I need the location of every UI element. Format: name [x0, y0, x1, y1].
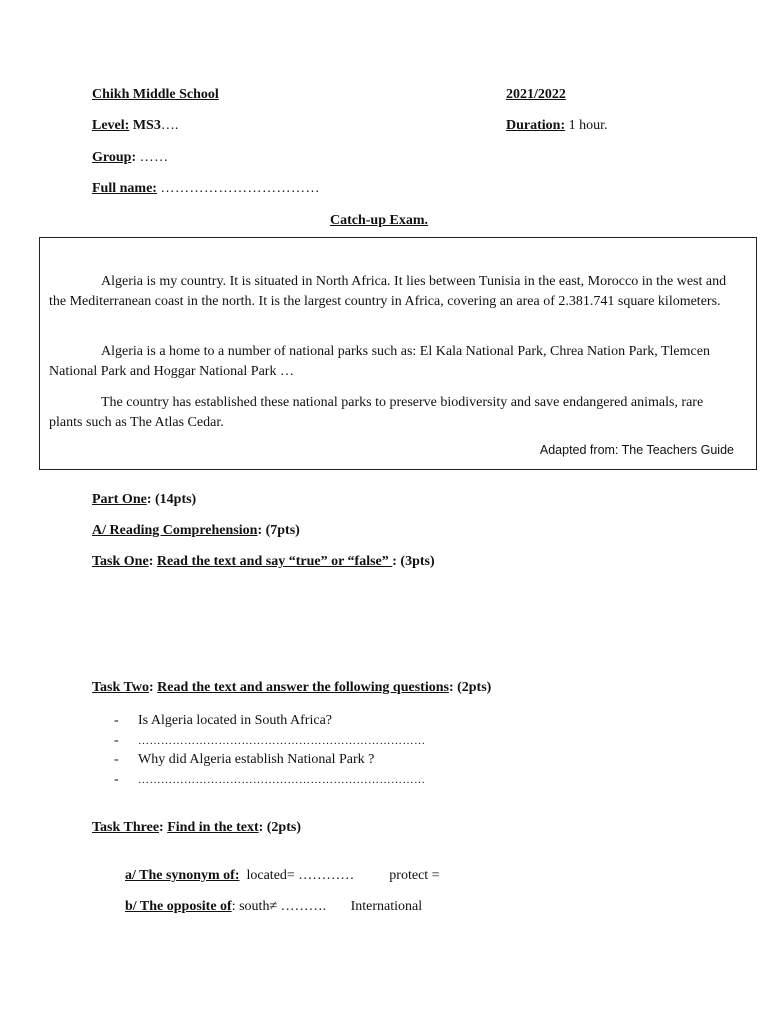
group-dots: ……	[139, 150, 169, 165]
synonym-words: located= ………… protect =	[246, 868, 440, 883]
list-item	[114, 750, 426, 770]
opposite-words: : south≠ ………. International	[231, 899, 423, 914]
group-row	[92, 150, 169, 166]
group-label: Group	[92, 150, 132, 165]
level-row	[92, 118, 178, 134]
question-text: Is Algeria located in South Africa?	[138, 713, 332, 728]
fullname-row	[92, 181, 320, 197]
duration-row	[506, 118, 608, 134]
part-one-points: : (14pts)	[146, 492, 197, 507]
question-text: Why did Algeria establish National Park ?	[138, 752, 375, 767]
task-two-instruction: Read the text and answer the following questions	[157, 680, 449, 695]
bullet-dash: -	[114, 713, 119, 728]
fullname-dots: ……………………………	[160, 181, 320, 196]
task-three-instruction: Find in the text	[167, 820, 259, 835]
answer-line: …………………………………………………………………	[138, 773, 426, 786]
school-year: 2021/2022	[506, 87, 566, 102]
task-two-question-list	[114, 711, 426, 789]
fullname-label: Full name:	[92, 181, 157, 196]
level-value: MS3	[132, 118, 161, 133]
synonym-label: a/ The synonym of:	[125, 868, 240, 883]
opposite-label: b/ The opposite of	[125, 899, 232, 914]
task-two-label: Task Two	[92, 680, 149, 695]
duration-value: 1 hour.	[568, 118, 608, 133]
section-a-label: A/ Reading Comprehension	[92, 523, 258, 538]
section-a-points: : (7pts)	[257, 523, 300, 538]
list-item	[114, 770, 426, 790]
part-one-heading	[92, 492, 196, 508]
task-one-label: Task One	[92, 554, 149, 569]
task-one-heading	[92, 554, 435, 570]
task-three-heading	[92, 820, 301, 836]
section-a-heading	[92, 523, 300, 539]
task-two-points: : (2pts)	[448, 680, 492, 695]
answer-line: …………………………………………………………………	[138, 734, 426, 747]
bullet-dash: -	[114, 771, 119, 787]
bullet-dash: -	[114, 752, 119, 767]
part-one-label: Part One	[92, 492, 147, 507]
opposite-row	[118, 883, 422, 915]
school-name: Chikh Middle School	[92, 87, 219, 102]
task-one-points: : (3pts)	[392, 554, 435, 569]
task-two-heading	[92, 680, 491, 696]
task-three-label: Task Three	[92, 820, 160, 835]
level-dots: ….	[160, 118, 179, 133]
reading-text-box	[39, 237, 757, 470]
paragraph-3: The country has established these national parks to preserve biodiversity and save endangered animals, rare plants such as The Atlas Cedar.	[49, 395, 704, 430]
paragraph-1: Algeria is my country. It is situated in North Africa. It lies between Tunisia in the east, Morocco in the west and the Mediterranean coast in the north. It is the largest country in Africa, covering an area of 2.381.741 square kilometers.	[49, 274, 727, 309]
bullet-dash: -	[114, 732, 119, 748]
paragraph-2: Algeria is a home to a number of national parks such as: El Kala National Park, Chrea Nation Park, Tlemcen National Park and Hoggar National Park …	[49, 344, 710, 379]
duration-label: Duration:	[506, 118, 566, 133]
exam-title: Catch-up Exam.	[330, 213, 429, 228]
source-citation: Adapted from: The Teachers Guide	[539, 443, 734, 457]
task-two-colon: :	[148, 680, 154, 695]
synonym-row	[118, 852, 440, 884]
task-three-colon: :	[159, 820, 164, 835]
task-three-points: : (2pts)	[258, 820, 301, 835]
level-label: Level:	[92, 118, 130, 133]
group-colon: :	[131, 150, 137, 165]
task-one-colon: :	[148, 554, 154, 569]
list-item	[114, 731, 426, 751]
task-one-instruction: Read the text and say “true” or “false”	[156, 554, 393, 569]
list-item	[114, 711, 426, 731]
